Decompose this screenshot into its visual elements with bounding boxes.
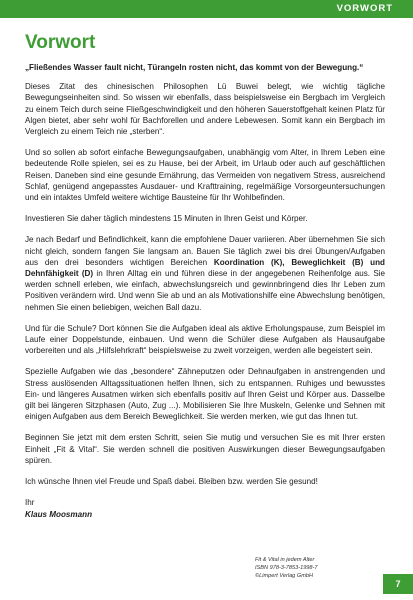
paragraph-1: Dieses Zitat des chinesischen Philosophen Lü Buwei belegt, wie wichtig tägliche Bewegungseinheiten sind. So wissen wir ebenfalls, dass beispielsweise ein Bergbach im Vergleich zu einem Teich durch seine Fließgeschwindigkeit und den höheren Sauerstoffgehalt keinen Platz für Algen bietet, aber sehr wohl für Bachforellen und andere Lebewesen. Somit kann ein Bergbach im Vergleich zu einem Teich nie „sterben“. (25, 82, 385, 137)
colophon-title: Fit & Vital in jedem Alter (255, 557, 315, 563)
colophon-publisher: ©Limpert Verlag GmbH (255, 573, 314, 579)
page-title: Vorwort (25, 32, 96, 53)
paragraph-4-text-a: Je nach Bedarf und Befindlichkeit, kann die empfohlene Dauer variieren. Aber übernehmen Sie sich nicht gleich, sondern fangen Sie langsam an. Bauen Sie täglich zwei bis drei Übungen/Aufgaben aus den drei besonders wichtigen Bereichen (25, 235, 385, 267)
body-text (25, 62, 385, 520)
paragraph-6: Spezielle Aufgaben wie das „besondere“ Zähneputzen oder Dehnaufgaben in anstrengenden und Stress auslösenden Alltagssituationen helfen Ihnen, sich zu entspannen. Ruhiges und bewusstes Ein- und längeres Ausatmen wirken sich ebenfalls positiv auf Ihren Geist und Körper aus. Dasselbe gilt bei längeren Sitzphasen (Auto, Zug ...). Mobilisieren Sie Ihre Muskeln, Gelenke und Sehnen mit einigen Aufgaben aus dem Bereich Beweglichkeit. Sie werden merken, wie gut das Ihnen tut. (25, 367, 385, 422)
paragraph-3: Investieren Sie daher täglich mindestens 15 Minuten in Ihren Geist und Körper. (25, 214, 308, 224)
paragraph-4 (25, 234, 385, 312)
paragraph-4-bold-areas: Koordination (K), Beweglichkeit (B) und Dehnfähigkeit (D) (25, 257, 385, 279)
page-number: 7 (383, 574, 413, 594)
colophon-isbn: ISBN 978-3-7853-1998-7 (255, 565, 318, 571)
paragraph-7: Beginnen Sie jetzt mit dem ersten Schritt, seien Sie mutig und versuchen Sie es mit Ihrer ersten Einheit „Fit & Vital“. Sie werden schnell die positiven Auswirkungen dieser Bewegungsaufgaben spüren. (25, 433, 385, 465)
paragraph-5: Und für die Schule? Dort können Sie die Aufgaben ideal als aktive Erholungspause, zum Beispiel im Laufe einer Doppelstunde, einbauen. Und wenn die Schüler diese Aufgaben als Hausaufgabe vorbereiten und als „Hilfslehrkraft“ beispielsweise zu zweit vorzeigen, werden alle begeistert sein. (25, 323, 385, 356)
signature (25, 497, 385, 519)
colophon (255, 556, 375, 580)
section-label: VORWORT (336, 3, 393, 14)
paragraph-8: Ich wünsche Ihnen viel Freude und Spaß dabei. Bleiben bzw. werden Sie gesund! (25, 477, 318, 487)
signature-author: Klaus Moosmann (25, 509, 93, 519)
paragraph-2: Und so sollen ab sofort einfache Bewegungsaufgaben, unabhängig vom Alter, in Ihrem Leben eine bedeutende Rolle spielen, sei es zu Hause, bei der Arbeit, im Urlaub oder auch auf geschäftlichen Reisen. Daneben sind eine gesunde Ernährung, das Vermeiden von negativem Stress, ausreichend Schlaf, genügend angepasstes Ausdauer- und Krafttraining, regelmäßige Vorsorgeuntersuchungen und ein intaktes Umfeld weitere wichtige Bausteine für Ihr Wohlbefinden. (25, 148, 385, 203)
quote: „Fließendes Wasser fault nicht, Türangeln rosten nicht, das kommt von der Bewegung.“ (25, 63, 364, 72)
signature-closing: Ihr (25, 498, 35, 508)
paragraph-4-text-c: in Ihren Alltag ein und führen diese in der angegebenen Reihenfolge aus. Sie werden schnell erleben, wie einfach, abwechslungsreich und gewinnbringend dies Ihr Leben zum Positiven verändern wird. Und wenn Sie ab und an als Motivationshilfe eine Abwechslung benötigen, nehmen Sie einen beliebigen, weichen Ball dazu. (25, 269, 386, 312)
header-band (0, 0, 413, 18)
